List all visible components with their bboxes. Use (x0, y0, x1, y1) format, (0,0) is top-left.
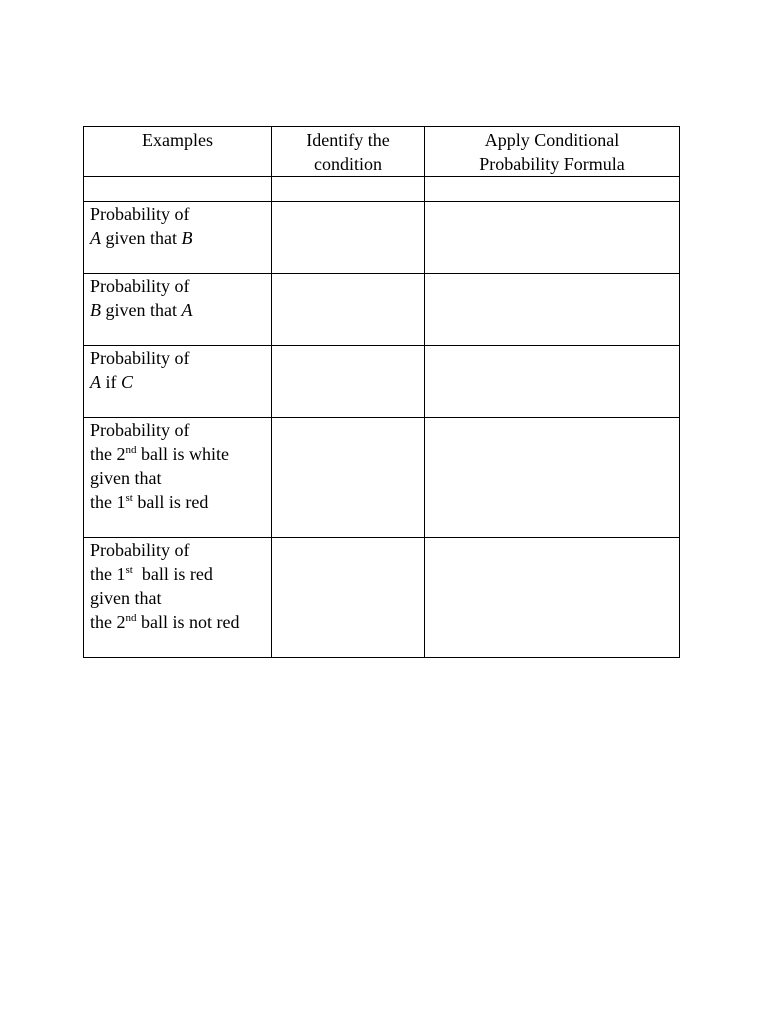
example-cell (84, 346, 272, 418)
formula-answer-cell[interactable] (425, 274, 680, 346)
conditional-probability-table (83, 126, 680, 658)
header-row (84, 127, 680, 177)
example-line: Probability of (90, 204, 190, 224)
example-line (90, 562, 271, 586)
example-text: the 1 (90, 564, 126, 584)
blank-row (84, 177, 680, 202)
table-row (84, 346, 680, 418)
example-line: Probability of (90, 348, 190, 368)
event-variable: B (90, 300, 101, 320)
formula-answer-cell[interactable] (425, 418, 680, 538)
example-line: Probability of (90, 540, 190, 560)
example-line: given that (90, 588, 162, 608)
formula-answer-cell[interactable] (425, 538, 680, 658)
header-examples (84, 127, 272, 177)
example-text: the 2 (90, 612, 126, 632)
header-apply-line2: Probability Formula (479, 154, 625, 174)
header-identify-line1: Identify the (306, 130, 390, 150)
ordinal-suffix: nd (125, 612, 137, 624)
example-cell (84, 274, 272, 346)
example-text: ball is white (136, 444, 229, 464)
event-variable: A (90, 372, 101, 392)
table-row (84, 418, 680, 538)
header-apply-line1: Apply Conditional (484, 130, 620, 150)
formula-answer-cell[interactable] (425, 202, 680, 274)
example-cell (84, 418, 272, 538)
example-line: Probability of (90, 276, 190, 296)
event-variable: C (121, 372, 134, 392)
header-identify-line2: condition (314, 154, 382, 174)
example-text: the 1 (90, 492, 126, 512)
condition-answer-cell[interactable] (272, 538, 425, 658)
blank-cell (272, 177, 425, 202)
example-line (90, 298, 271, 322)
header-apply-formula (425, 127, 680, 177)
example-line (90, 370, 271, 394)
example-line: Probability of (90, 420, 190, 440)
example-text: ball is red (132, 564, 213, 584)
example-line (90, 610, 271, 634)
condition-answer-cell[interactable] (272, 274, 425, 346)
example-text: given that (101, 300, 182, 320)
table-row (84, 202, 680, 274)
table-row (84, 538, 680, 658)
example-cell (84, 538, 272, 658)
example-text: ball is not red (136, 612, 240, 632)
example-text: if (101, 372, 121, 392)
example-line: given that (90, 468, 162, 488)
event-variable: A (90, 228, 101, 248)
example-text: given that (101, 228, 182, 248)
example-line (90, 442, 271, 466)
header-examples-label: Examples (142, 130, 213, 150)
condition-answer-cell[interactable] (272, 202, 425, 274)
example-line (90, 226, 271, 250)
example-text: the 2 (90, 444, 126, 464)
ordinal-suffix: st (125, 492, 133, 504)
table-row (84, 274, 680, 346)
condition-answer-cell[interactable] (272, 418, 425, 538)
ordinal-suffix: st (125, 564, 133, 576)
header-identify-condition (272, 127, 425, 177)
example-line (90, 490, 271, 514)
condition-answer-cell[interactable] (272, 346, 425, 418)
example-cell (84, 202, 272, 274)
ordinal-suffix: nd (125, 444, 137, 456)
blank-cell (84, 177, 272, 202)
formula-answer-cell[interactable] (425, 346, 680, 418)
blank-cell (425, 177, 680, 202)
event-variable: B (181, 228, 193, 248)
event-variable: A (181, 300, 193, 320)
example-text: ball is red (132, 492, 209, 512)
